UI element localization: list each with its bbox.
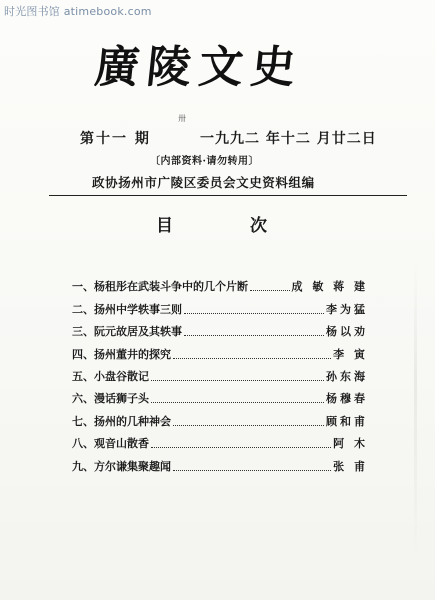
table-of-contents xyxy=(72,272,368,474)
dot-leader xyxy=(173,470,331,471)
scan-smudge xyxy=(414,260,417,560)
toc-entry[interactable] xyxy=(72,451,368,473)
toc-entry-title: 扬州的几种神会 xyxy=(94,414,171,428)
toc-entry-title: 小盘谷散记 xyxy=(94,369,149,383)
toc-entry-number: 七、 xyxy=(72,414,94,428)
toc-entry[interactable] xyxy=(72,339,368,361)
horizontal-rule xyxy=(49,195,407,196)
toc-entry-number: 八、 xyxy=(72,437,94,451)
dot-leader xyxy=(151,402,324,403)
internal-use-note: 〔内部资料·请勿转用〕 xyxy=(150,156,259,167)
dot-leader xyxy=(184,335,324,336)
toc-entry-number: 九、 xyxy=(72,459,94,473)
toc-entry-title: 阮元故居及其轶事 xyxy=(94,325,182,339)
dot-leader xyxy=(151,380,324,381)
toc-entry-number: 六、 xyxy=(72,392,94,406)
journal-masthead: 廣陵文史 xyxy=(92,42,306,93)
site-watermark: 时光图书馆 atimebook.com xyxy=(4,5,152,18)
editorial-group: 政协扬州市广陵区委员会文史资料组编 xyxy=(92,175,315,190)
toc-entry-title: 方尔谦集聚趣闻 xyxy=(94,459,171,473)
toc-entry-author: 杨以劝 xyxy=(326,325,368,339)
dot-leader xyxy=(173,358,331,359)
toc-entry-author: 阿 木 xyxy=(333,437,368,451)
issue-number: 第十一 期 xyxy=(80,131,151,147)
toc-entry-title: 漫话狮子头 xyxy=(94,392,149,406)
toc-entry-number: 三、 xyxy=(72,325,94,339)
toc-entry[interactable] xyxy=(72,294,368,316)
toc-entry[interactable] xyxy=(72,362,368,384)
toc-entry-title: 杨租彤在武装斗争中的几个片断 xyxy=(94,280,248,294)
toc-entry[interactable] xyxy=(72,272,368,294)
issue-info xyxy=(80,128,380,148)
toc-entry[interactable] xyxy=(72,429,368,451)
toc-entry[interactable] xyxy=(72,317,368,339)
dot-leader xyxy=(173,425,324,426)
toc-heading-right: 次 xyxy=(250,216,267,236)
toc-entry-author: 顾和甫 xyxy=(326,414,368,428)
toc-entry-author: 李 寅 xyxy=(333,347,368,361)
toc-heading xyxy=(0,211,435,235)
toc-entry-author: 成 敏 蒋 建 xyxy=(291,280,368,294)
dot-leader xyxy=(151,447,331,448)
toc-entry-author: 孙东海 xyxy=(326,369,368,383)
toc-entry-number: 一、 xyxy=(72,280,94,294)
dot-leader xyxy=(250,290,290,291)
toc-entry-number: 二、 xyxy=(72,302,94,316)
toc-entry-author: 杨穆春 xyxy=(326,392,368,406)
toc-entry-title: 观音山散香 xyxy=(94,437,149,451)
toc-entry[interactable] xyxy=(72,406,368,428)
toc-entry-author: 张 甫 xyxy=(333,459,368,473)
toc-entry-number: 五、 xyxy=(72,369,94,383)
toc-entry-title: 扬州中学轶事三则 xyxy=(94,302,182,316)
issue-date: 一九九二 年十二 月廿二日 xyxy=(200,131,377,147)
toc-entry-author: 李为猛 xyxy=(326,302,368,316)
dot-leader xyxy=(184,313,324,314)
toc-entry-title: 扬州董井的探究 xyxy=(94,347,171,361)
toc-entry[interactable] xyxy=(72,384,368,406)
toc-entry-number: 四、 xyxy=(72,347,94,361)
toc-heading-left: 目 xyxy=(156,216,173,236)
masthead-mark: 卅 xyxy=(178,114,186,123)
